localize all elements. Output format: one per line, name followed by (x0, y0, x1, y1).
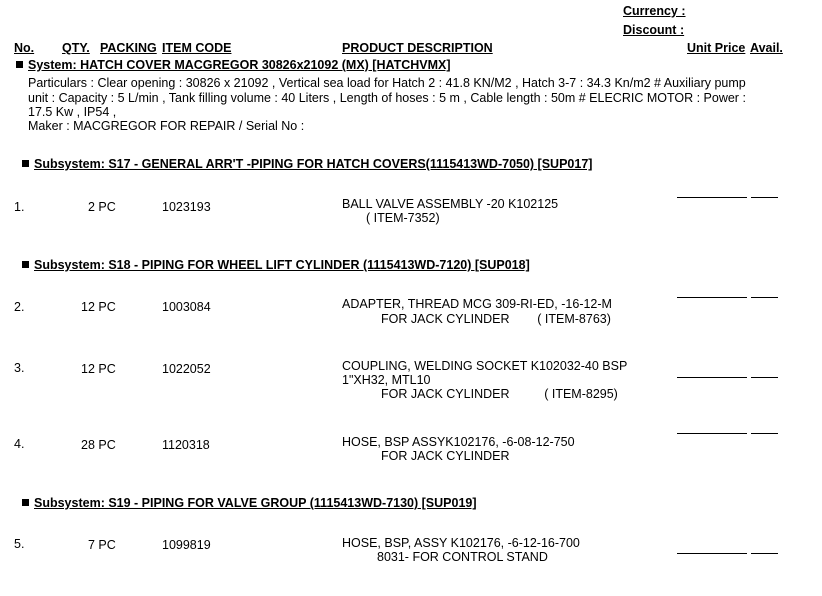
avail-field[interactable] (751, 553, 778, 554)
item-desc: 1"XH32, MTL10 (342, 373, 431, 387)
item-desc: 8031- FOR CONTROL STAND (377, 550, 548, 564)
item-code: 1120318 (162, 438, 210, 452)
system-title: System: HATCH COVER MACGREGOR 30826x21092 (MX) [HATCHVMX] (28, 58, 451, 72)
system-heading (16, 58, 451, 72)
item-code: 1022052 (162, 362, 211, 376)
avail-field[interactable] (751, 433, 778, 434)
unit-price-field[interactable] (677, 377, 747, 378)
unit-price-field[interactable] (677, 297, 747, 298)
col-header-no: No. (14, 41, 35, 55)
unit-price-field[interactable] (677, 197, 747, 198)
item-qty: 12 PC (81, 362, 116, 376)
item-no: 3. (14, 361, 25, 375)
unit-price-field[interactable] (677, 553, 747, 554)
col-header-description: PRODUCT DESCRIPTION (342, 41, 493, 55)
item-no: 4. (14, 437, 25, 451)
item-desc: FOR JACK CYLINDER ( ITEM-8763) (381, 312, 611, 326)
unit-price-field[interactable] (677, 433, 747, 434)
system-particulars-3: 17.5 Kw , IP54 , (28, 105, 117, 119)
bullet-square-icon (22, 499, 29, 506)
item-desc: FOR JACK CYLINDER ( ITEM-8295) (381, 387, 618, 401)
col-header-qty: QTY. (62, 41, 90, 55)
avail-field[interactable] (751, 297, 778, 298)
system-particulars-2: unit : Capacity : 5 L/min , Tank filling volume : 40 Liters , Length of hoses : 5 m , Cable length : 50m # ELECRIC MOTOR : Power : (28, 91, 746, 105)
col-header-packing: PACKING (100, 41, 157, 55)
item-qty: 7 PC (88, 538, 116, 552)
item-desc: HOSE, BSP ASSYK102176, -6-08-12-750 (342, 435, 575, 449)
item-no: 1. (14, 200, 25, 214)
col-header-unit-price: Unit Price (687, 41, 746, 55)
item-code: 1099819 (162, 538, 211, 552)
item-desc: COUPLING, WELDING SOCKET K102032-40 BSP (342, 359, 628, 373)
col-header-item-code: ITEM CODE (162, 41, 232, 55)
avail-field[interactable] (751, 377, 778, 378)
discount-label: Discount : (623, 23, 685, 37)
subsystem-heading: Subsystem: S19 - PIPING FOR VALVE GROUP (1115413WD-7130) [SUP019] (22, 496, 477, 510)
item-no: 5. (14, 537, 25, 551)
item-no: 2. (14, 300, 25, 314)
item-desc: ( ITEM-7352) (366, 211, 440, 225)
item-desc: BALL VALVE ASSEMBLY -20 K102125 (342, 197, 559, 211)
col-header-avail: Avail. (750, 41, 783, 55)
bullet-square-icon (22, 160, 29, 167)
item-code: 1023193 (162, 200, 211, 214)
item-code: 1003084 (162, 300, 211, 314)
avail-field[interactable] (751, 197, 778, 198)
item-qty: 28 PC (81, 438, 116, 452)
bullet-square-icon (16, 61, 23, 68)
subsystem-heading: Subsystem: S17 - GENERAL ARR'T -PIPING FOR HATCH COVERS(1115413WD-7050) [SUP017] (22, 157, 592, 171)
item-desc: ADAPTER, THREAD MCG 309-RI-ED, -16-12-M (342, 297, 612, 311)
system-maker: Maker : MACGREGOR FOR REPAIR / Serial No : (28, 119, 305, 133)
item-desc: FOR JACK CYLINDER (381, 449, 510, 463)
item-desc: HOSE, BSP, ASSY K102176, -6-12-16-700 (342, 536, 580, 550)
item-qty: 12 PC (81, 300, 116, 314)
bullet-square-icon (22, 261, 29, 268)
item-qty: 2 PC (88, 200, 116, 214)
system-particulars-1: Particulars : Clear opening : 30826 x 21092 , Vertical sea load for Hatch 2 : 41.8 KN/M2 , Hatch 3-7 : 34.3 Kn/m2 # Auxiliary pump (28, 76, 746, 90)
subsystem-heading: Subsystem: S18 - PIPING FOR WHEEL LIFT CYLINDER (1115413WD-7120) [SUP018] (22, 258, 530, 272)
currency-label: Currency : (623, 4, 686, 18)
